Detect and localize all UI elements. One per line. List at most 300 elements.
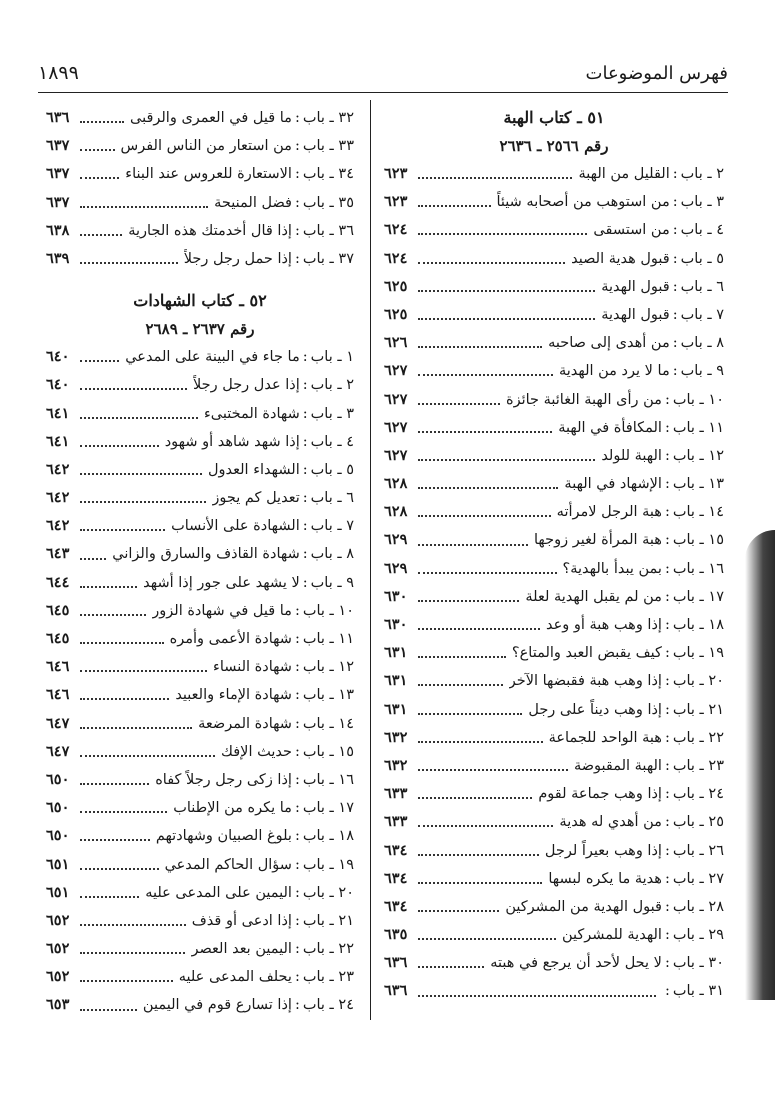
dot-leader xyxy=(80,727,192,729)
entry-page: ٦٣٠ xyxy=(384,587,408,605)
dot-leader xyxy=(418,769,568,771)
toc-entry xyxy=(46,907,354,935)
toc-entry xyxy=(384,893,724,921)
toc-entry xyxy=(384,639,724,667)
entry-number: ٣٦ ـ باب xyxy=(302,222,354,239)
entry-separator: : xyxy=(294,194,300,211)
entry-separator: : xyxy=(294,771,300,788)
entry-page: ٦٣٤ xyxy=(384,897,408,915)
toc-entry xyxy=(46,540,354,568)
entry-number: ٤ ـ باب xyxy=(310,433,354,450)
entry-page: ٦٥١ xyxy=(46,883,70,901)
entry-separator: : xyxy=(302,546,308,563)
entry-separator: : xyxy=(294,631,300,647)
entry-separator: : xyxy=(294,659,300,676)
entry-separator: : xyxy=(294,997,300,1014)
entry-page: ٦٣٣ xyxy=(384,785,408,803)
entry-number: ٣ ـ باب xyxy=(310,405,354,422)
entry-separator: : xyxy=(294,110,300,126)
entry-page: ٦٢٨ xyxy=(384,475,408,493)
entry-number: ٣٢ ـ باب xyxy=(302,110,354,126)
entry-page: ٦٣٩ xyxy=(46,249,70,267)
dot-leader xyxy=(418,431,552,433)
dot-leader xyxy=(418,797,532,799)
entry-page: ٦٢٣ xyxy=(384,193,408,211)
dot-leader xyxy=(80,501,206,503)
entry-title: ما لا يرد من الهدية xyxy=(558,363,670,380)
entry-title: من استعار من الناس الفرس xyxy=(120,138,292,155)
entry-page: ٦٤٢ xyxy=(46,489,70,507)
toc-entry xyxy=(46,512,354,540)
toc-entry xyxy=(384,724,724,752)
entry-number: ٣ ـ باب xyxy=(680,194,724,211)
entry-number: ١٣ ـ باب xyxy=(672,476,724,493)
entry-page: ٦٤٦ xyxy=(46,658,70,676)
entry-number: ١٦ ـ باب xyxy=(672,560,724,577)
entry-separator: : xyxy=(294,602,300,619)
entry-title: هدية ما يكره لبسها xyxy=(548,870,662,887)
entry-number: ١١ ـ باب xyxy=(672,419,724,436)
dot-leader xyxy=(418,995,656,997)
entry-page: ٦٢٩ xyxy=(384,531,408,549)
entry-page: ٦٥٢ xyxy=(46,911,70,929)
section-range: رقم ٢٥٦٦ ـ ٢٦٣٦ xyxy=(499,137,609,155)
entry-page: ٦٣٧ xyxy=(46,165,70,183)
entry-title: من لم يقبل الهدية لعلة xyxy=(525,588,662,605)
entry-page: ٦٣١ xyxy=(384,644,408,662)
entry-number: ١٥ ـ باب xyxy=(302,743,354,760)
entry-separator: : xyxy=(664,532,670,549)
entry-page: ٦٢٣ xyxy=(384,165,408,182)
entry-separator: : xyxy=(664,588,670,605)
toc-entry xyxy=(384,949,724,977)
toc-entry xyxy=(46,217,354,245)
toc-entry xyxy=(384,386,724,414)
entry-number: ٢٠ ـ باب xyxy=(672,673,724,690)
entry-separator: : xyxy=(664,927,670,944)
toc-entry xyxy=(46,851,354,879)
toc-entry xyxy=(46,189,354,217)
entry-separator: : xyxy=(302,433,308,450)
entry-separator: : xyxy=(294,800,300,817)
dot-leader xyxy=(418,290,595,292)
entry-page: ٦٢٧ xyxy=(384,390,408,408)
page-number: ١٨٩٩ xyxy=(38,62,79,84)
entry-separator: : xyxy=(664,786,670,803)
entry-title: قبول الهدية xyxy=(601,306,670,323)
entry-number: ٥ ـ باب xyxy=(310,461,354,478)
entry-title: حديث الإفك xyxy=(221,743,292,760)
dot-leader xyxy=(80,360,119,362)
entry-separator: : xyxy=(672,278,678,295)
toc-entry xyxy=(46,963,354,991)
toc-entry xyxy=(46,794,354,822)
toc-list xyxy=(384,160,724,1006)
dot-leader xyxy=(80,670,207,672)
entry-separator: : xyxy=(302,574,308,591)
dot-leader xyxy=(418,346,542,348)
toc-entry xyxy=(384,470,724,498)
toc-entry xyxy=(384,301,724,329)
entry-page: ٦٢٧ xyxy=(384,446,408,464)
right-column xyxy=(384,104,724,1006)
entry-separator: : xyxy=(672,194,678,211)
entry-title: الهبة المقبوضة xyxy=(573,757,662,774)
entry-number: ١٠ ـ باب xyxy=(302,602,354,619)
entry-title: من رأى الهبة الغائبة جائزة xyxy=(505,391,662,408)
entry-number: ١٢ ـ باب xyxy=(302,659,354,676)
entry-separator: : xyxy=(664,757,670,774)
entry-number: ٢١ ـ باب xyxy=(302,912,354,929)
entry-title: من أهدى إلى صاحبه xyxy=(548,335,670,352)
entry-number: ٨ ـ باب xyxy=(310,546,354,563)
entry-title: شهادة القاذف والسارق والزاني xyxy=(112,546,300,563)
entry-separator: : xyxy=(294,856,300,873)
column-divider xyxy=(370,100,371,1020)
dot-leader xyxy=(80,896,139,898)
toc-entry xyxy=(46,935,354,963)
dot-leader xyxy=(418,854,539,856)
entry-number: ٦ ـ باب xyxy=(310,490,354,507)
entry-number: ١٨ ـ باب xyxy=(302,828,354,845)
entry-page: ٦٥٠ xyxy=(46,770,70,788)
dot-leader xyxy=(418,628,540,630)
entry-title: إذا عدل رجل رجلاً xyxy=(193,377,300,394)
entry-number: ٢٤ ـ باب xyxy=(672,786,724,803)
entry-number: ٢٨ ـ باب xyxy=(672,898,724,915)
entry-separator: : xyxy=(672,250,678,267)
entry-page: ٦٣٤ xyxy=(384,841,408,859)
dot-leader xyxy=(418,318,595,320)
entry-title: إذا شهد شاهد أو شهود xyxy=(164,433,300,450)
dot-leader xyxy=(418,515,551,517)
dot-leader xyxy=(80,445,159,447)
entry-separator: : xyxy=(664,391,670,408)
dot-leader xyxy=(418,966,484,968)
dot-leader xyxy=(80,698,169,700)
dot-leader xyxy=(418,825,553,827)
dot-leader xyxy=(418,910,499,912)
entry-title: الاستعارة للعروس عند البناء xyxy=(125,166,292,183)
toc-entry xyxy=(384,667,724,695)
dot-leader xyxy=(418,262,565,264)
entry-title: ما قيل في شهادة الزور xyxy=(152,602,292,619)
dot-leader xyxy=(80,121,124,123)
entry-separator: : xyxy=(294,828,300,845)
entry-separator: : xyxy=(294,912,300,929)
dot-leader xyxy=(418,177,572,179)
left-column xyxy=(46,104,354,1020)
entry-page: ٦٣٦ xyxy=(46,109,70,126)
entry-number: ٦ ـ باب xyxy=(680,278,724,295)
entry-separator: : xyxy=(294,138,300,155)
toc-entry xyxy=(384,780,724,808)
toc-entry xyxy=(46,160,354,188)
binding-shadow xyxy=(745,530,775,1000)
entry-title: بلوغ الصبيان وشهادتهم xyxy=(155,828,292,845)
dot-leader xyxy=(80,177,119,179)
entry-title: يحلف المدعى عليه xyxy=(178,969,292,986)
entry-title: من استوهب من أصحابه شيئاً xyxy=(496,194,670,211)
entry-number: ٢٧ ـ باب xyxy=(672,870,724,887)
entry-number: ٧ ـ باب xyxy=(680,306,724,323)
entry-number: ٢ ـ باب xyxy=(310,377,354,394)
toc-entry xyxy=(46,822,354,850)
toc-entry xyxy=(384,498,724,526)
toc-entry xyxy=(384,611,724,639)
running-title: فهرس الموضوعات xyxy=(585,62,728,84)
entry-separator: : xyxy=(664,673,670,690)
entry-number: ٥ ـ باب xyxy=(680,250,724,267)
entry-title: الشهداء العدول xyxy=(208,461,300,478)
dot-leader xyxy=(80,388,187,390)
toc-entry xyxy=(384,357,724,385)
entry-title: تعديل كم يجوز xyxy=(212,490,300,507)
entry-number: ١٦ ـ باب xyxy=(302,771,354,788)
entry-title: شهادة الإماء والعبيد xyxy=(175,687,292,704)
entry-number: ٢٢ ـ باب xyxy=(672,729,724,746)
dot-leader xyxy=(80,149,115,151)
entry-page: ٦٤٧ xyxy=(46,714,70,732)
entry-separator: : xyxy=(664,898,670,915)
entry-page: ٦٤٤ xyxy=(46,573,70,591)
entry-separator: : xyxy=(664,814,670,831)
entry-page: ٦٥٠ xyxy=(46,799,70,817)
entry-title: لا يحل لأحد أن يرجع في هبته xyxy=(490,955,662,972)
entry-title: فضل المنيحة xyxy=(214,194,292,211)
dot-leader xyxy=(80,755,215,757)
dot-leader xyxy=(418,741,543,743)
entry-title: من استسقى xyxy=(593,222,670,239)
entry-page: ٦٤٣ xyxy=(46,545,70,563)
toc-entry xyxy=(46,456,354,484)
dot-leader xyxy=(80,417,198,419)
entry-page: ٦٣١ xyxy=(384,700,408,718)
toc-entry xyxy=(46,738,354,766)
entry-title: ما يكره من الإطناب xyxy=(173,800,292,817)
entry-number: ١ ـ باب xyxy=(310,349,354,366)
dot-leader xyxy=(80,262,178,264)
entry-separator: : xyxy=(294,166,300,183)
entry-page: ٦٤٥ xyxy=(46,601,70,619)
entry-number: ٣٧ ـ باب xyxy=(302,250,354,267)
header-rule xyxy=(38,92,728,93)
toc-entry xyxy=(46,245,354,273)
entry-number: ٧ ـ باب xyxy=(310,518,354,535)
entry-page: ٦٥٢ xyxy=(46,940,70,958)
toc-entry xyxy=(46,484,354,512)
entry-title: الشهادة على الأنساب xyxy=(171,518,300,535)
section-title: ٥٢ ـ كتاب الشهادات xyxy=(133,291,267,311)
entry-title: الإشهاد في الهبة xyxy=(564,476,662,493)
toc-entry xyxy=(46,625,354,653)
section-range: رقم ٢٦٣٧ ـ ٢٦٨٩ xyxy=(145,320,255,339)
entry-number: ٤ ـ باب xyxy=(680,222,724,239)
entry-page: ٦٣٧ xyxy=(46,137,70,155)
toc-entry xyxy=(384,329,724,357)
entry-page: ٦٣٧ xyxy=(46,193,70,211)
dot-leader xyxy=(80,839,150,841)
dot-leader xyxy=(80,924,186,926)
entry-separator: : xyxy=(664,419,670,436)
entry-number: ١٤ ـ باب xyxy=(672,504,724,521)
entry-separator: : xyxy=(294,222,300,239)
entry-page: ٦٣٦ xyxy=(384,982,408,1000)
entry-number: ٢٣ ـ باب xyxy=(302,969,354,986)
entry-separator: : xyxy=(664,870,670,887)
entry-page: ٦٥١ xyxy=(46,855,70,873)
entry-number: ١٨ ـ باب xyxy=(672,617,724,633)
entry-separator: : xyxy=(302,518,308,535)
entry-page: ٦٣٢ xyxy=(384,728,408,746)
toc-entry xyxy=(384,977,724,1005)
entry-title: إذا وهب ديناً على رجل xyxy=(528,701,662,718)
section-title: ٥١ ـ كتاب الهبة xyxy=(503,108,605,127)
dot-leader xyxy=(80,642,164,644)
dot-leader xyxy=(80,811,167,813)
dot-leader xyxy=(418,403,500,405)
entry-title: كيف يقبض العبد والمتاع؟ xyxy=(511,645,662,662)
entry-separator: : xyxy=(664,955,670,972)
toc-entry xyxy=(384,865,724,893)
dot-leader xyxy=(418,572,557,574)
entry-separator: : xyxy=(664,983,670,1000)
entry-title: القليل من الهبة xyxy=(578,166,670,182)
entry-title: ما قيل في العمرى والرقبى xyxy=(130,110,292,126)
entry-title: إذا قال أخدمتك هذه الجارية xyxy=(128,222,292,239)
entry-separator: : xyxy=(664,476,670,493)
entry-separator: : xyxy=(294,715,300,732)
entry-page: ٦٣٢ xyxy=(384,756,408,774)
toc-entry xyxy=(46,400,354,428)
toc-entry xyxy=(384,837,724,865)
entry-page: ٦٤١ xyxy=(46,404,70,422)
entry-page: ٦٣٦ xyxy=(384,954,408,972)
entry-title: إذا وهب بعيراً لرجل xyxy=(544,842,662,859)
entry-page: ٦٥٣ xyxy=(46,996,70,1014)
entry-separator: : xyxy=(672,306,678,323)
dot-leader xyxy=(80,473,202,475)
dot-leader xyxy=(418,600,519,602)
toc-entry xyxy=(46,710,354,738)
entry-page: ٦٤٦ xyxy=(46,686,70,704)
dot-leader xyxy=(418,459,595,461)
entry-title: ما جاء في البينة على المدعي xyxy=(125,349,300,366)
entry-number: ٣٠ ـ باب xyxy=(672,955,724,972)
toc-entry xyxy=(46,569,354,597)
entry-separator: : xyxy=(664,504,670,521)
entry-page: ٦٤٢ xyxy=(46,460,70,478)
toc-entry xyxy=(46,371,354,399)
entry-page: ٦٣٠ xyxy=(384,616,408,633)
entry-page: ٦٤١ xyxy=(46,432,70,450)
entry-title: شهادة المختبىء xyxy=(203,405,300,422)
entry-separator: : xyxy=(664,560,670,577)
entry-page: ٦٢٩ xyxy=(384,559,408,577)
entry-number: ٣٤ ـ باب xyxy=(302,166,354,183)
entry-title: إذا تسارع قوم في اليمين xyxy=(142,997,292,1014)
entry-title: قبول الهدية من المشركين xyxy=(505,898,662,915)
toc-entry xyxy=(46,597,354,625)
toc-entry xyxy=(46,343,354,371)
entry-page: ٦٤٠ xyxy=(46,376,70,394)
entry-separator: : xyxy=(302,461,308,478)
entry-title: إذا حمل رجل رجلاً xyxy=(183,250,292,267)
dot-leader xyxy=(80,980,173,982)
dot-leader xyxy=(80,586,137,588)
entry-separator: : xyxy=(302,377,308,394)
entry-page: ٦٣٥ xyxy=(384,926,408,944)
entry-separator: : xyxy=(294,250,300,267)
toc-entry xyxy=(46,991,354,1019)
entry-page: ٦٣٣ xyxy=(384,813,408,831)
entry-page: ٦٤٠ xyxy=(46,348,70,366)
entry-separator: : xyxy=(294,743,300,760)
entry-title: المكافأة في الهبة xyxy=(558,419,662,436)
dot-leader xyxy=(80,234,122,236)
entry-separator: : xyxy=(672,166,678,182)
entry-title: إذا وهب جماعة لقوم xyxy=(538,786,662,803)
dot-leader xyxy=(418,544,528,546)
dot-leader xyxy=(80,206,208,208)
entry-title: سؤال الحاكم المدعي xyxy=(164,856,292,873)
entry-page: ٦٤٧ xyxy=(46,742,70,760)
entry-separator: : xyxy=(294,884,300,901)
entry-page: ٦٢٦ xyxy=(384,334,408,352)
entry-title: إذا وهب هبة فقبضها الآخر xyxy=(508,673,662,690)
entry-page: ٦٢٧ xyxy=(384,362,408,380)
toc-entry xyxy=(46,653,354,681)
entry-separator: : xyxy=(672,363,678,380)
entry-separator: : xyxy=(302,405,308,422)
entry-title: إذا زكى رجل رجلاً كفاه xyxy=(155,771,292,788)
entry-number: ١٣ ـ باب xyxy=(302,687,354,704)
toc-list xyxy=(46,343,354,1020)
dot-leader xyxy=(418,938,556,940)
toc-entry xyxy=(46,104,354,132)
entry-page: ٦٢٥ xyxy=(384,277,408,295)
toc-entry xyxy=(384,160,724,188)
entry-number: ١٧ ـ باب xyxy=(302,800,354,817)
entry-title: الهبة للولد xyxy=(601,447,662,464)
toc-entry xyxy=(46,766,354,794)
toc-entry xyxy=(384,583,724,611)
toc-entry xyxy=(384,414,724,442)
entry-title: شهادة المرضعة xyxy=(198,715,292,732)
toc-entry xyxy=(46,681,354,709)
entry-separator: : xyxy=(664,447,670,464)
entry-page: ٦٢٥ xyxy=(384,305,408,323)
toc-entry xyxy=(384,555,724,583)
entry-page: ٦٣٤ xyxy=(384,869,408,887)
toc-entry xyxy=(384,273,724,301)
toc-entry xyxy=(46,132,354,160)
entry-number: ١٢ ـ باب xyxy=(672,447,724,464)
entry-title: قبول الهدية xyxy=(601,278,670,295)
dot-leader xyxy=(418,713,522,715)
entry-title: هبة الرجل لامرأته xyxy=(556,504,662,521)
entry-title: إذا وهب هبة أو وعد xyxy=(546,617,662,633)
entry-title: لا يشهد على جور إذا أشهد xyxy=(143,574,300,591)
entry-number: ٢٥ ـ باب xyxy=(672,814,724,831)
entry-page: ٦٢٨ xyxy=(384,503,408,521)
toc-entry xyxy=(384,245,724,273)
dot-leader xyxy=(418,487,558,489)
entry-page: ٦٥٢ xyxy=(46,968,70,986)
entry-number: ٢٣ ـ باب xyxy=(672,757,724,774)
entry-separator: : xyxy=(294,969,300,986)
entry-number: ١٥ ـ باب xyxy=(672,532,724,549)
